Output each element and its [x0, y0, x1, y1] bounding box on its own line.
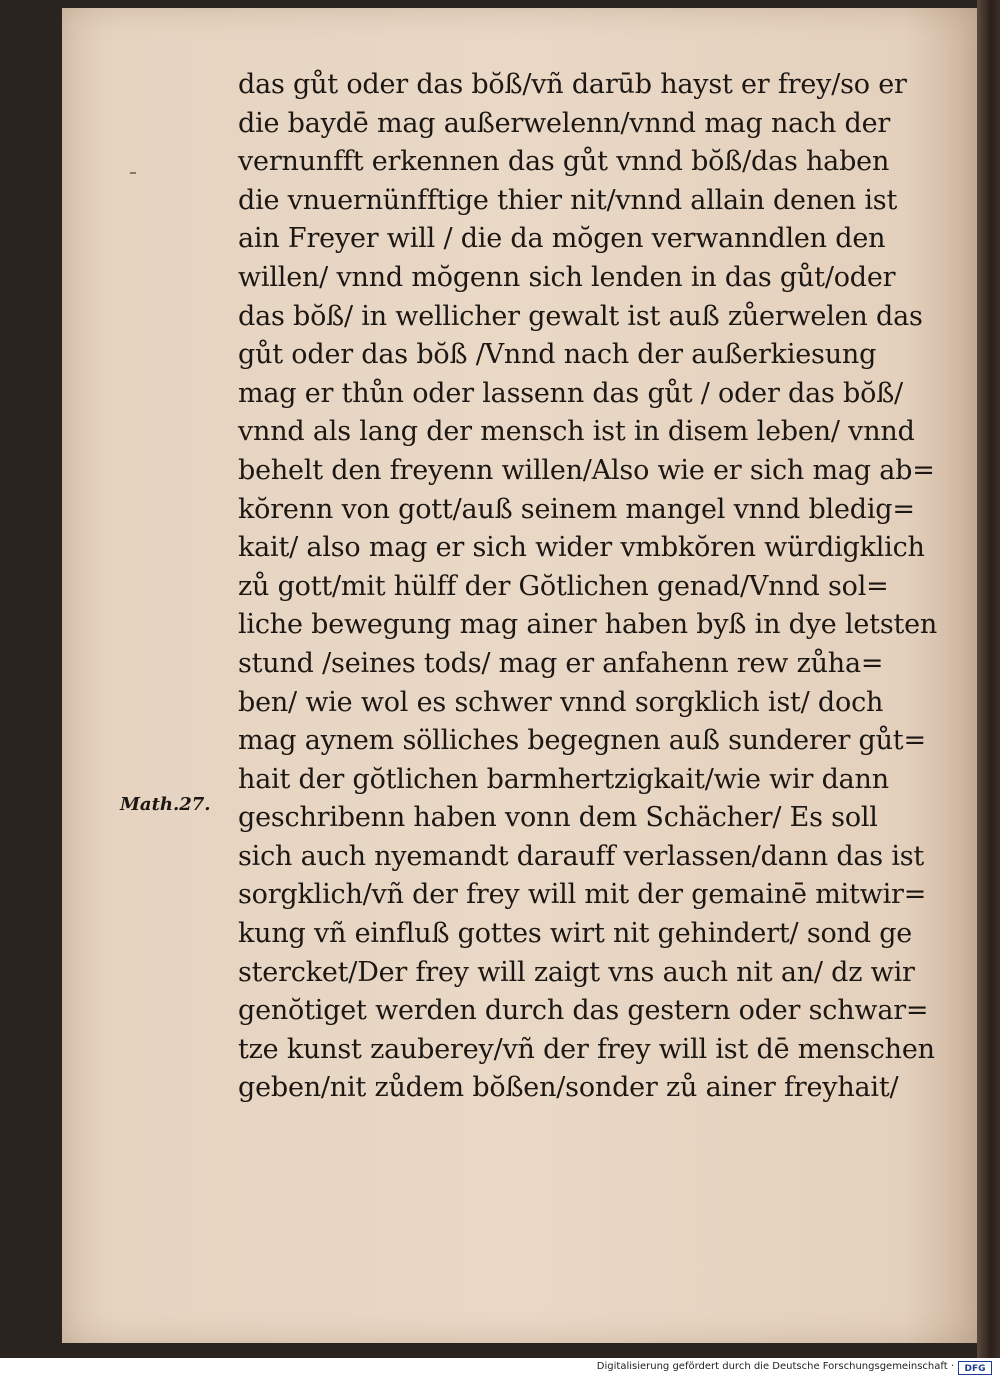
- text-line: tze kunst zauberey/vñ der frey will ist dē menschen: [238, 1033, 935, 1065]
- text-line: sich auch nyemandt darauff verlassen/dann das ist: [238, 840, 925, 872]
- text-line: sorgklich/vñ der frey will mit der gemainē mitwir=: [238, 879, 927, 911]
- text-line: ben/ wie wol es schwer vnnd sorgklich ist/ doch: [238, 686, 884, 718]
- text-line: mag er thůn oder lassenn das gůt / oder das bŏß/: [238, 377, 903, 409]
- text-line: geben/nit zůdem bŏßen/sonder zů ainer freyhait/: [238, 1072, 899, 1104]
- text-line: kŏrenn von gott/auß seinem mangel vnnd bledig=: [238, 493, 915, 525]
- page-edge-gutter: [977, 0, 1000, 1358]
- text-line: willen/ vnnd mŏgenn sich lenden in das gůt/oder: [238, 261, 896, 293]
- text-line: zů gott/mit hülff der Gŏtlichen genad/Vnnd sol=: [238, 570, 889, 602]
- text-line: das bŏß/ in wellicher gewalt ist auß zůerwelen das: [238, 300, 923, 332]
- text-line: die baydē mag außerwelenn/vnnd mag nach der: [238, 107, 891, 139]
- text-line: ain Freyer will / die da mŏgen verwanndlen den: [238, 223, 886, 255]
- text-line: vnnd als lang der mensch ist in disem leben/ vnnd: [238, 416, 915, 448]
- text-line: kung vñ einfluß gottes wirt nit gehindert/ sond ge: [238, 918, 913, 950]
- text-line: kait/ also mag er sich wider vmbkŏren würdigklich: [238, 532, 925, 564]
- text-line: vernunfft erkennen das gůt vnnd bŏß/das haben: [238, 146, 890, 178]
- text-line: genŏtiget werden durch das gestern oder schwar=: [238, 995, 929, 1027]
- text-line: hait der gŏtlichen barmhertzigkait/wie wir dann: [238, 763, 889, 795]
- text-line: stund /seines tods/ mag er anfahenn rew zůha=: [238, 647, 884, 679]
- margin-mark: [130, 172, 136, 174]
- text-line: mag aynem sölliches begegnen auß sunderer gůt=: [238, 725, 926, 757]
- text-line: behelt den freyenn willen/Also wie er sich mag ab=: [238, 454, 935, 486]
- text-line: stercket/Der frey will zaigt vns auch nit an/ dz wir: [238, 956, 915, 988]
- text-line: die vnuernünfftige thier nit/vnnd allain denen ist: [238, 184, 898, 216]
- footer-credit: Digitalisierung gefördert durch die Deutsche Forschungsgemeinschaft ·: [596, 1361, 954, 1372]
- text-block: [238, 66, 938, 1108]
- margin-note: Math.27.: [120, 794, 211, 815]
- dfg-logo-icon: DFG: [958, 1361, 992, 1375]
- footer-bar: [0, 1358, 1000, 1378]
- text-line: geschribenn haben vonn dem Schächer/ Es soll: [238, 802, 878, 834]
- text-line: das gůt oder das bŏß/vñ darūb hayst er frey/so er: [238, 69, 907, 100]
- text-line: gůt oder das bŏß /Vnnd nach der außerkiesung: [238, 339, 877, 371]
- text-line: liche bewegung mag ainer haben byß in dye letsten: [238, 609, 938, 641]
